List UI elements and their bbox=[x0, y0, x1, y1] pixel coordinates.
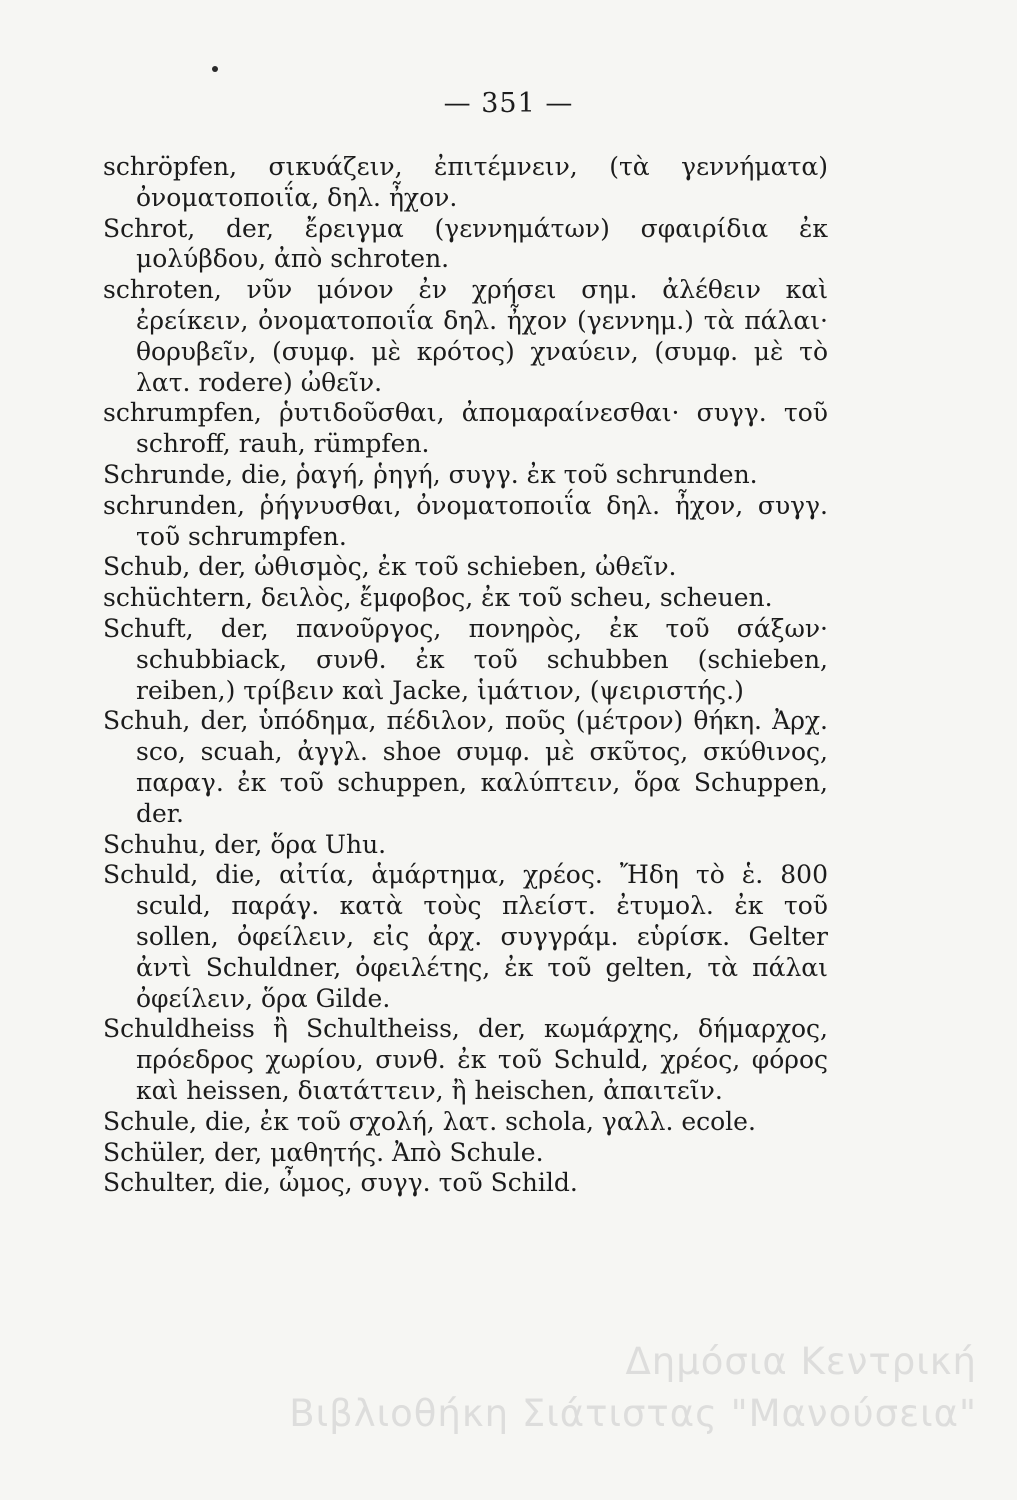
watermark-line-1: Δημόσια Κεντρική bbox=[625, 1340, 977, 1383]
dictionary-entry: Schüler, der, μαθητής. Ἀπὸ Schule. bbox=[103, 1137, 544, 1167]
stray-dot-mark bbox=[212, 66, 218, 72]
dictionary-entry: Schule, die, ἐκ τοῦ σχολή, λατ. schola, γαλλ. ecole. bbox=[103, 1106, 756, 1136]
dictionary-entry: Schuh, der, ὑπόδημα, πέδιλον, ποῦς (μέτρον) θήκη. Ἀρχ. sco, scuah, ἀγγλ. shoe συμφ. μὲ σκῦτος, σκύθινος, παραγ. ἐκ τοῦ schuppen, καλύπτειν, ὅρα Schuppen, der. bbox=[103, 706, 828, 828]
dictionary-entry: Schulter, die, ὦμος, συγγ. τοῦ Schild. bbox=[103, 1168, 578, 1198]
dictionary-entry: Schrunde, die, ῥαγή, ῥηγή, συγγ. ἐκ τοῦ schrunden. bbox=[103, 459, 758, 489]
watermark-line-2: Βιβλιοθήκη Σιάτιστας "Μανούσεια" bbox=[289, 1392, 977, 1435]
dictionary-entry: schrunden, ῥήγνυσθαι, ὀνοματοποιΐα δηλ. ἦχον, συγγ. τοῦ schrumpfen. bbox=[103, 490, 828, 551]
dictionary-entry: schüchtern, δειλὸς, ἔμφοβος, ἐκ τοῦ scheu, scheuen. bbox=[103, 583, 773, 613]
dictionary-entry: Schub, der, ὠθισμὸς, ἐκ τοῦ schieben, ὠθεῖν. bbox=[103, 552, 677, 582]
dictionary-entry: schröpfen, σικυάζειν, ἐπιτέμνειν, (τὰ γεννήματα) ὀνοματοποιΐα, δηλ. ἦχον. bbox=[103, 152, 828, 212]
library-watermark bbox=[217, 1336, 977, 1440]
dictionary-entry: Schuld, die, αἰτία, ἁμάρτημα, χρέος. Ἤδη τὸ ἑ. 800 sculd, παράγ. κατὰ τοὺς πλείστ. ἐτυμολ. ἐκ τοῦ sollen, ὀφείλειν, εἰς ἀρχ. συγγράμ. εὑρίσκ. Gelter ἀντὶ Schuldner, ὀφειλέτης, ἐκ τοῦ gelten, τὰ πάλαι ὀφείλειν, ὅρα Gilde. bbox=[103, 860, 828, 1013]
dictionary-entry: schroten, νῦν μόνον ἐν χρήσει σημ. ἀλέθειν καὶ ἐρείκειν, ὀνοματοποιΐα δηλ. ἦχον (γεννημ.) τὰ πάλαι· θορυβεῖν, (συμφ. μὲ κρότος) χναύειν, (συμφ. μὲ τὸ λατ. rodere) ὠθεῖν. bbox=[103, 275, 828, 397]
dictionary-entries bbox=[103, 152, 828, 1199]
page-number: — 351 — bbox=[443, 88, 574, 119]
dictionary-entry: Schuhu, der, ὅρα Uhu. bbox=[103, 829, 387, 859]
dictionary-entry: schrumpfen, ῥυτιδοῦσθαι, ἀπομαραίνεσθαι· συγγ. τοῦ schroff, rauh, rümpfen. bbox=[103, 398, 828, 459]
dictionary-entry: Schuft, der, πανοῦργος, πονηρὸς, ἐκ τοῦ σάξων· schubbiack, συνθ. ἐκ τοῦ schubben (schieben, reiben,) τρίβειν καὶ Jacke, ἱμάτιον, (ψειριστής.) bbox=[103, 613, 828, 705]
dictionary-entry: Schuldheiss ἢ Schultheiss, der, κωμάρχης, δήμαρχος, πρόεδρος χωρίου, συνθ. ἐκ τοῦ Schuld, χρέος, φόρος καὶ heissen, διατάττειν, ἢ heischen, ἀπαιτεῖν. bbox=[103, 1014, 828, 1105]
dictionary-entry: Schrot, der, ἔρειγμα (γεννημάτων) σφαιρίδια ἐκ μολύβδου, ἀπὸ schroten. bbox=[103, 213, 828, 274]
